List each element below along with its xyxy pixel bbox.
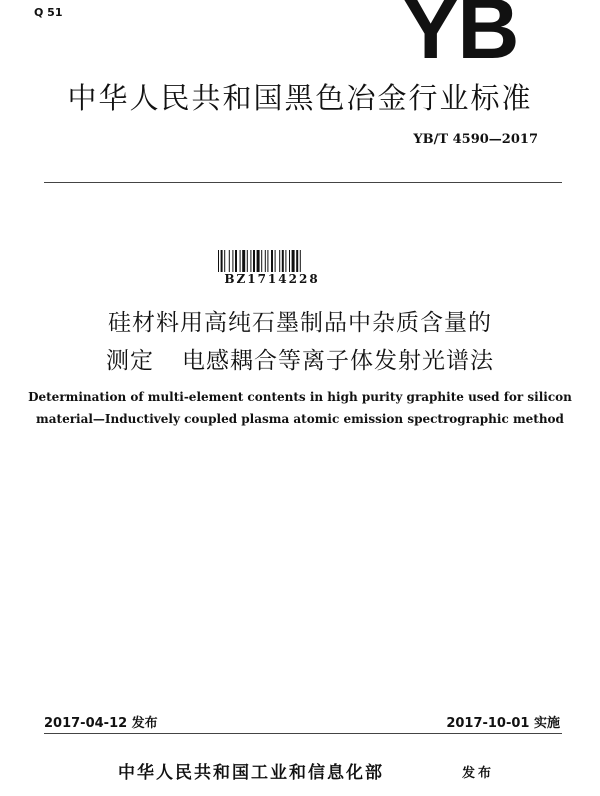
footer-divider — [44, 733, 562, 734]
publish-label: 发布 — [462, 766, 495, 781]
header-divider — [44, 182, 562, 183]
yb-logo: YB — [402, 0, 518, 77]
title-chinese-line-2 — [0, 342, 600, 375]
title-chinese-part-b: 电感耦合等离子体发射光谱法 — [182, 348, 494, 374]
publisher-name: 中华人民共和国工业和信息化部 — [118, 763, 384, 783]
issue-date: 2017-04-12 发布 — [44, 716, 158, 731]
title-english-line-1: Determination of multi-element contents in high purity graphite used for silicon — [28, 390, 572, 404]
standard-category-title: 中华人民共和国黑色冶金行业标准 — [67, 81, 533, 115]
title-english-line-2: material—Inductively coupled plasma atomic emission spectrographic method — [36, 412, 564, 426]
title-chinese-line-1: 硅材料用高纯石墨制品中杂质含量的 — [108, 310, 492, 336]
implementation-date: 2017-10-01 实施 — [446, 716, 560, 731]
barcode-number: BZ1714228 — [224, 272, 320, 286]
title-chinese-part-a: 测定 — [106, 348, 154, 374]
barcode-icon — [218, 250, 326, 272]
standard-number: YB/T 4590—2017 — [413, 132, 538, 147]
ics-code: Q 51 — [34, 6, 63, 19]
